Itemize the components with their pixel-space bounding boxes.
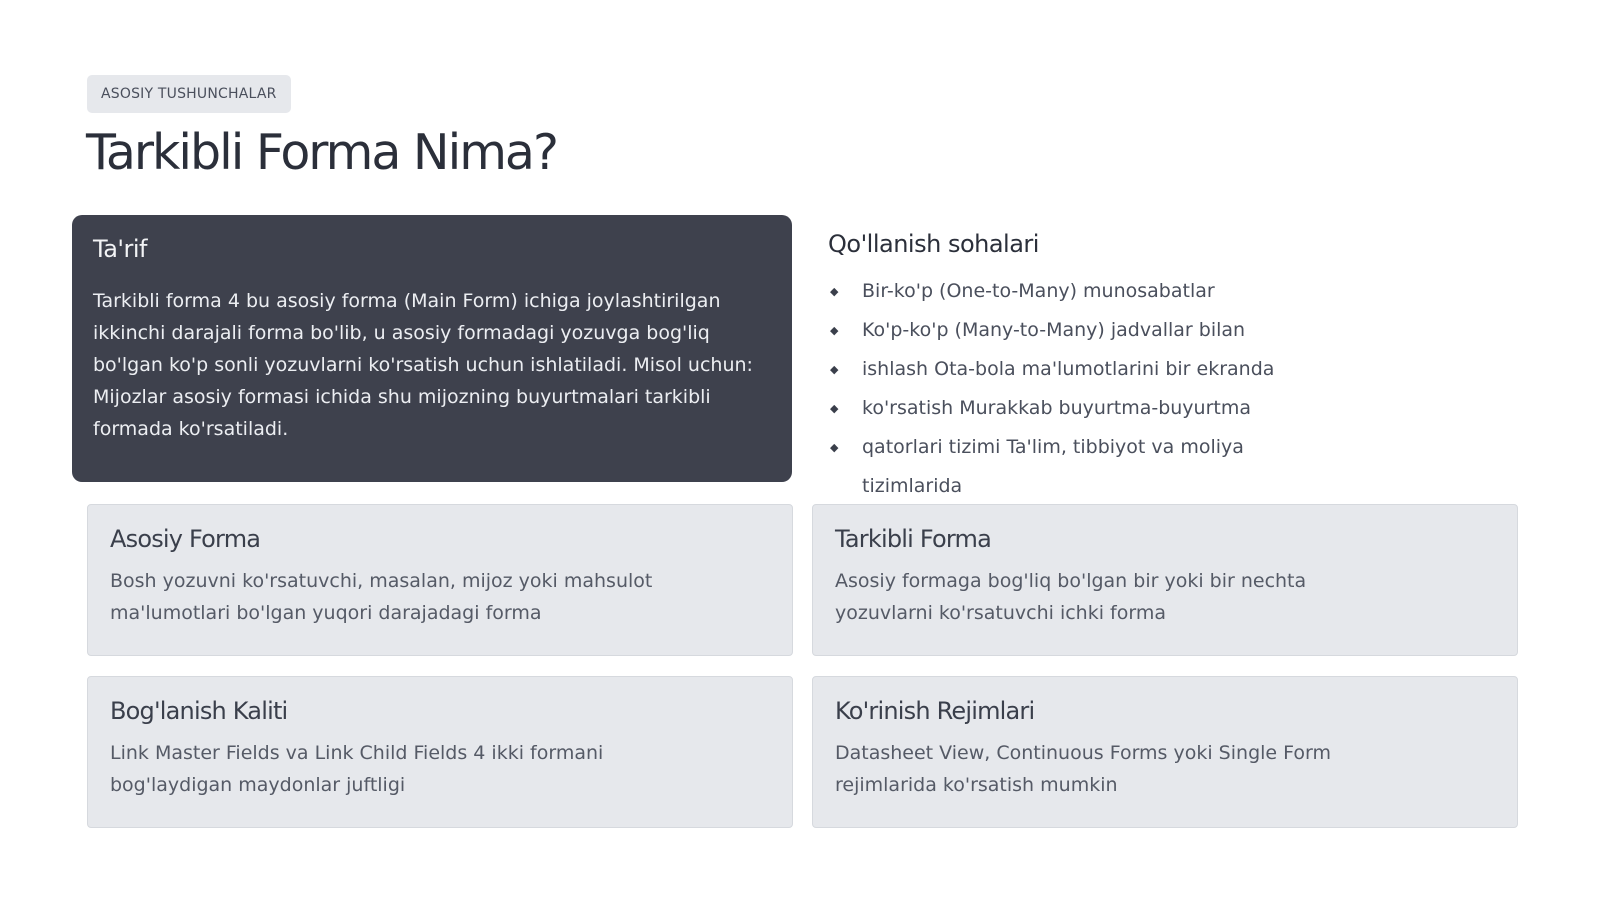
card-subform <box>812 504 1518 656</box>
diamond-bullet-icon: ◆ <box>830 363 839 376</box>
list-item: ◆ Ko'p-ko'p (Many-to-Many) jadvallar bilan <box>828 311 1302 350</box>
definition-panel <box>72 215 792 482</box>
definition-text: Tarkibli forma 4 bu asosiy forma (Main Form) ichiga joylashtirilgan ikkinchi darajali forma bo'lib, u asosiy formadagi yozuvga bog'liq bo'lgan ko'p sonli yozuvlarni ko'rsatish uchun ishlatiladi. Misol uchun: Mijozlar asosiy formasi ichida shu mijozning buyurtmalari tarkibli formada ko'rsatiladi. <box>93 290 753 440</box>
card-view-modes <box>812 676 1518 828</box>
list-item: ◆ ko'rsatish Murakkab buyurtma-buyurtma <box>828 389 1302 428</box>
definition-title: Ta'rif <box>93 235 147 263</box>
card-link-key <box>87 676 793 828</box>
page-title: Tarkibli Forma Nima? <box>86 124 557 181</box>
diamond-bullet-icon: ◆ <box>830 324 839 337</box>
diamond-bullet-icon: ◆ <box>830 285 839 298</box>
list-item: ◆ ishlash Ota-bola ma'lumotlarini bir ekranda <box>828 350 1302 389</box>
card-title: Bog'lanish Kaliti <box>110 697 288 725</box>
card-text: Asosiy formaga bog'liq bo'lgan bir yoki bir nechta yozuvlarni ko'rsatuvchi ichki forma <box>835 570 1307 624</box>
card-text: Link Master Fields va Link Child Fields 4 ikki formani bog'laydigan maydonlar juftligi <box>110 742 604 796</box>
section-tag: ASOSIY TUSHUNCHALAR <box>87 75 291 113</box>
list-item: ◆ qatorlari tizimi Ta'lim, tibbiyot va moliya tizimlarida <box>828 428 1302 506</box>
card-text: Datasheet View, Continuous Forms yoki Single Form rejimlarida ko'rsatish mumkin <box>835 742 1331 796</box>
usage-title: Qo'llanish sohalari <box>828 230 1039 258</box>
diamond-bullet-icon: ◆ <box>830 402 839 415</box>
card-title: Ko'rinish Rejimlari <box>835 697 1035 725</box>
card-title: Asosiy Forma <box>110 525 261 553</box>
list-item: ◆ Bir-ko'p (One-to-Many) munosabatlar <box>828 272 1302 311</box>
card-title: Tarkibli Forma <box>835 525 991 553</box>
usage-section <box>828 230 1528 506</box>
usage-list <box>828 272 1528 506</box>
card-text: Bosh yozuvni ko'rsatuvchi, masalan, mijoz yoki mahsulot ma'lumotlari bo'lgan yuqori darajadagi forma <box>110 570 653 624</box>
card-main-form <box>87 504 793 656</box>
diamond-bullet-icon: ◆ <box>830 441 839 454</box>
